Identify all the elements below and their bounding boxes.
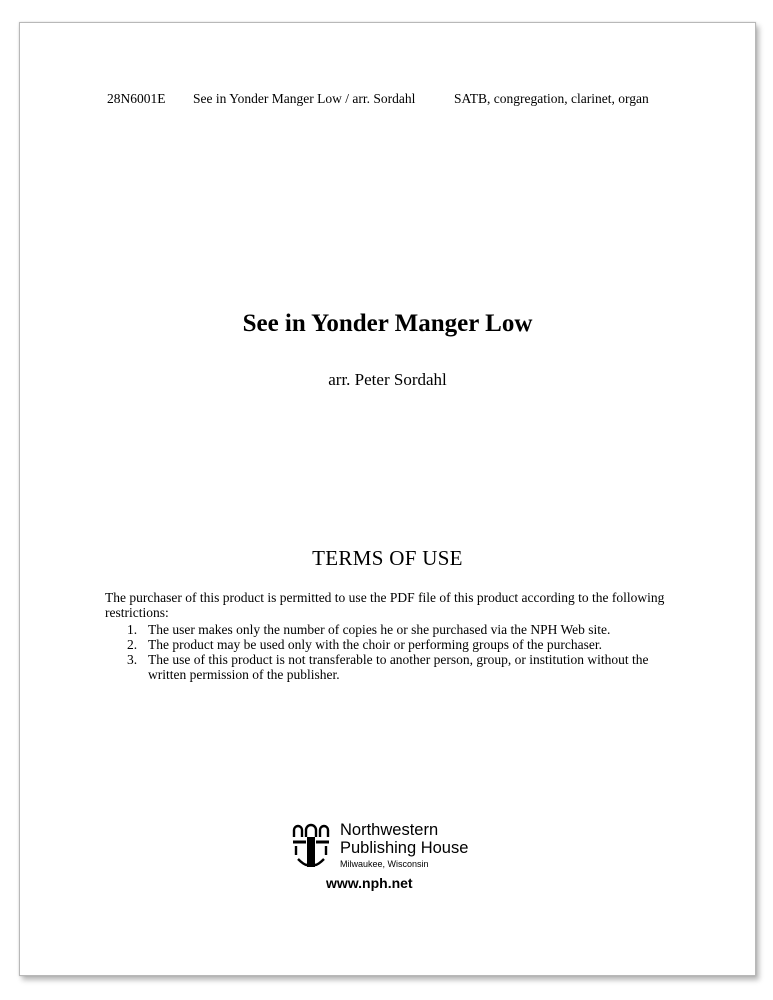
publisher-name-line2: Publishing House bbox=[340, 839, 469, 857]
terms-item-number: 1. bbox=[127, 622, 138, 637]
terms-item-number: 3. bbox=[127, 652, 138, 667]
arranger-credit: arr. Peter Sordahl bbox=[328, 370, 447, 389]
terms-item-number: 2. bbox=[127, 637, 138, 652]
header-title: See in Yonder Manger Low / arr. Sordahl bbox=[193, 91, 416, 106]
page-title: See in Yonder Manger Low bbox=[242, 310, 533, 337]
publisher-name bbox=[340, 821, 468, 857]
terms-heading: TERMS OF USE bbox=[312, 546, 463, 570]
terms-item-text: The user makes only the number of copies he or she purchased via the NPH Web site. bbox=[148, 622, 611, 637]
document-page bbox=[19, 22, 756, 976]
terms-list bbox=[105, 622, 685, 682]
terms-item bbox=[105, 637, 685, 652]
nph-cross-logo-icon bbox=[292, 823, 330, 869]
product-code: 28N6001E bbox=[107, 91, 166, 106]
publisher-name-line1: Northwestern bbox=[340, 821, 439, 839]
terms-item bbox=[105, 652, 685, 682]
terms-item bbox=[105, 622, 685, 637]
header-voicing: SATB, congregation, clarinet, organ bbox=[454, 91, 649, 106]
terms-item-text: The product may be used only with the choir or performing groups of the purchaser. bbox=[148, 637, 603, 652]
publisher-url: www.nph.net bbox=[326, 875, 413, 891]
publisher-city: Milwaukee, Wisconsin bbox=[340, 859, 429, 869]
terms-intro: The purchaser of this product is permitted to use the PDF file of this product according to the following restrictions: bbox=[105, 590, 665, 620]
terms-item-text: The use of this product is not transferable to another person, group, or institution without the written permission of the publisher. bbox=[148, 652, 649, 682]
publisher-logo bbox=[292, 819, 492, 899]
